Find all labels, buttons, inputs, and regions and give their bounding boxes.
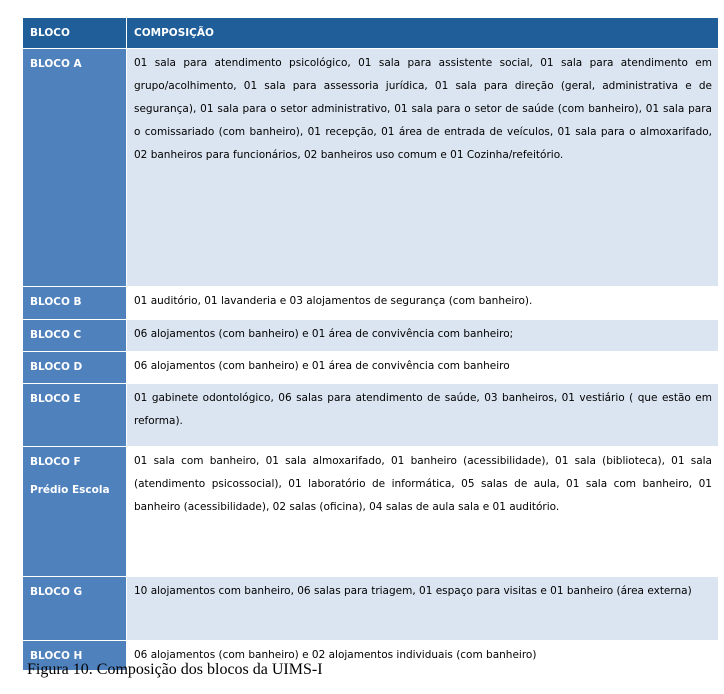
row-label: BLOCO F: [30, 456, 81, 468]
row-content: 01 auditório, 01 lavanderia e 03 alojamentos de segurança (com banheiro).: [127, 287, 719, 320]
row-content: 01 sala com banheiro, 01 sala almoxarifado, 01 banheiro (acessibilidade), 01 sala (biblioteca), 01 sala (atendimento psicossocial), 01 laboratório de informática, 05 salas de aula, 01 sala com banheiro, 01 banheiro (acessibilidade), 02 salas (oficina), 04 salas de aula sala e 01 auditório.: [127, 447, 719, 577]
row-content: 10 alojamentos com banheiro, 06 salas para triagem, 01 espaço para visitas e 01 banheiro (área externa): [127, 577, 719, 641]
table-header-row: [23, 18, 719, 49]
table-row: [23, 384, 719, 447]
header-composicao: COMPOSIÇÃO: [127, 18, 719, 49]
table-row: [23, 287, 719, 320]
row-label: BLOCO C: [23, 320, 127, 352]
row-content: 06 alojamentos (com banheiro) e 01 área de convivência com banheiro: [127, 352, 719, 384]
row-content: 01 gabinete odontológico, 06 salas para atendimento de saúde, 03 banheiros, 01 vestiário ( que estão em reforma).: [127, 384, 719, 447]
header-bloco: BLOCO: [23, 18, 127, 49]
row-content: 01 sala para atendimento psicológico, 01 sala para assistente social, 01 sala para atendimento em grupo/acolhimento, 01 sala para assessoria jurídica, 01 sala para direção (geral, administrativa e de segurança), 01 sala para o setor administrativo, 01 sala para o setor de saúde (com banheiro), 01 sala para o comissariado (com banheiro), 01 recepção, 01 área de entrada de veículos, 01 sala para o almoxarifado, 02 banheiros para funcionários, 02 banheiros uso comum e 01 Cozinha/refeitório.: [127, 49, 719, 287]
composition-table: [22, 17, 719, 671]
table-row: [23, 352, 719, 384]
row-label: BLOCO H: [23, 641, 127, 671]
row-label: BLOCO A: [23, 49, 127, 287]
table-row: [23, 49, 719, 287]
figure-caption: Figura 10. Composição dos blocos da UIMS-I: [27, 661, 323, 678]
row-sublabel: Prédio Escola: [30, 484, 110, 496]
row-label: BLOCO B: [23, 287, 127, 320]
row-label: BLOCO E: [23, 384, 127, 447]
table-row: [23, 577, 719, 641]
row-label: BLOCO D: [23, 352, 127, 384]
row-label: BLOCO G: [23, 577, 127, 641]
row-content: 06 alojamentos (com banheiro) e 02 alojamentos individuais (com banheiro): [127, 641, 719, 671]
table-row: [23, 320, 719, 352]
table-row: [23, 447, 719, 577]
row-content: 06 alojamentos (com banheiro) e 01 área de convivência com banheiro;: [127, 320, 719, 352]
row-label-group: [23, 447, 127, 577]
